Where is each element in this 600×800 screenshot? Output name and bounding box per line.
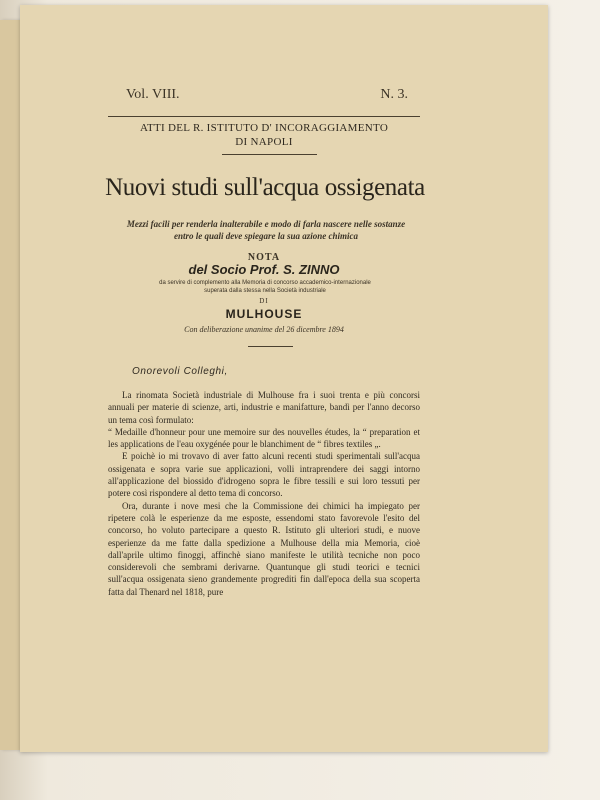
complement-line-1: da servire di complemento alla Memoria di concorso accademico-internazionale [159, 280, 371, 286]
complement-note [110, 279, 420, 295]
paragraph-3: Ora, durante i nove mesi che la Commissione dei chimici ha impiegato per ripetere colà le esperienze da me esposte, essendomi stato favorevole l'esito del concorso, ho voluto partecipare a questo R. Istituto gli ulteriori studi, e nuove esperienze da me fatte dalla spedizione a Mulhouse della mia Memoria, cioè dall'aprile ultimo finoggi, affinchè siano manifeste le utilità tecniche non poco considerevoli che sembrami derivarne. Quantunque gli studi teorici e tecnici sull'acqua ossigenata sieno grandemente progrediti fin dall'epoca della sua scoperta fatta dal Thenard nel 1818, pure [108, 500, 420, 597]
city-name: MULHOUSE [225, 307, 303, 321]
document-subtitle [96, 218, 436, 242]
document-title: Nuovi studi sull'acqua ossigenata [105, 174, 425, 201]
institution-rule [222, 154, 317, 155]
section-rule [248, 346, 293, 347]
salutation: Onorevoli Colleghi, [132, 366, 228, 377]
institution-line-1: ATTI DEL R. ISTITUTO D' INCORAGGIAMENTO [139, 122, 389, 134]
subtitle-line-2: entro le quali deve spiegare la sua azione chimica [174, 231, 358, 241]
body-text [108, 389, 420, 598]
header-rule [108, 116, 420, 117]
paragraph-1: La rinomata Società industriale di Mulhouse fra i suoi trenta e più concorsi annuali per materie di scienze, arti, industrie e manifatture, bandì per l'anno decorso un tema così formulato: [108, 390, 420, 425]
complement-line-2: superata dalla stessa nella Società industriale [204, 288, 326, 294]
volume-label: Vol. VIII. [126, 87, 180, 102]
deliberation-note: Con deliberazione unanime del 26 dicembre 1894 [184, 325, 344, 334]
quoted-theme: “ Medaille d'honneur pour une memoire sur des nouvelles études, la “ preparation et les applications de l'eau oxygénée pour le blanchiment de “ fibres textiles „. [108, 426, 420, 450]
issue-number: N. 3. [380, 87, 408, 102]
document-page [20, 5, 548, 752]
institution-heading [108, 121, 420, 149]
di-label: DI [259, 297, 269, 305]
author-line: del Socio Prof. S. ZINNO [188, 262, 340, 277]
subtitle-line-1: Mezzi facili per renderla inalterabile e modo di farla nascere nelle sostanze [126, 219, 406, 229]
paragraph-2: E poichè io mi trovavo di aver fatto alcuni recenti studi sperimentali sull'acqua ossigenata e sopra varie sue applicazioni, volli intraprendere dei saggi intorno all'applicazione del biossido d'idrogeno sopra le fibre tessili e sui loro tessuti per potere così rispondere al detto tema di concorso. [108, 451, 420, 499]
nota-label: NOTA [247, 252, 281, 263]
institution-line-2: DI NAPOLI [235, 136, 293, 148]
